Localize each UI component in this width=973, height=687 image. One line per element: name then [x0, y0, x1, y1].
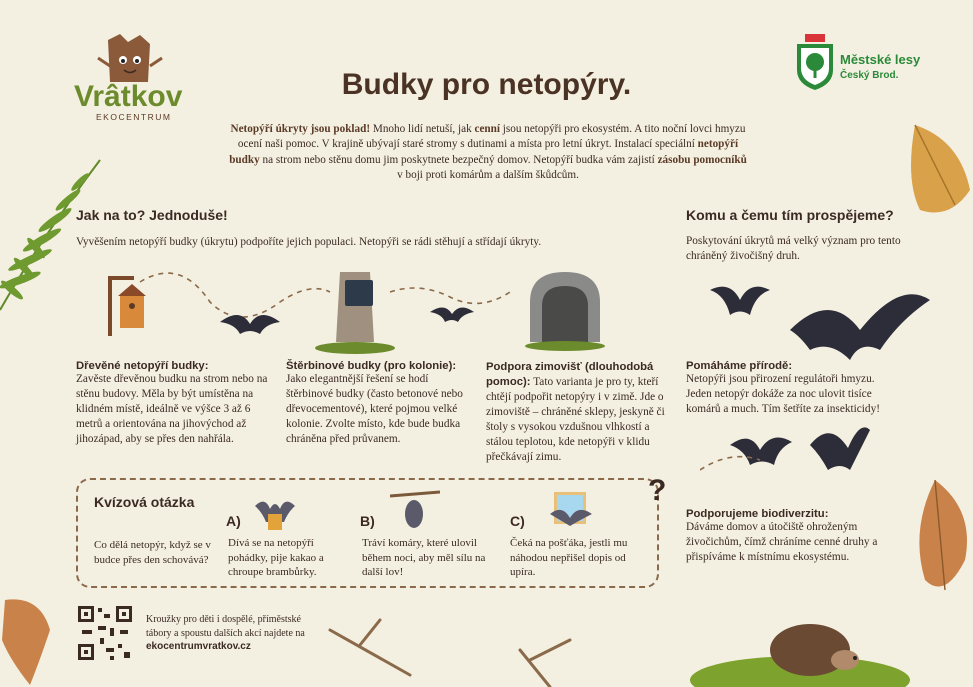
- footer-text: Kroužky pro děti i dospělé, příměstské tábory a spoustu dalších akcí najdete na ekocentrumvratkov.cz: [146, 614, 305, 652]
- logo-subtitle: EKOCENTRUM: [96, 112, 172, 122]
- wooden-box-text: Zavěste dřevěnou budku na strom nebo na stěnu budovy. Měla by být umístěna na klidném místě, ideálně ve výšce 3 až 6 metrů a orientována na jihovýchod až jihozápad, aby se přes den nahřála.: [76, 373, 268, 445]
- logo-wordmark: Vrâtkov: [74, 80, 183, 113]
- slit-box-section: [286, 360, 476, 447]
- illustration-row: [90, 262, 680, 354]
- question-mark-icon: ?: [648, 474, 667, 507]
- slit-box-text: Jako elegantnější řešení se hodí štěrbinové budky (často betonové nebo dřevocementové), které pojmou velké kolonie. Zvolte místo, kde bude budka chráněna před průvanem.: [286, 373, 463, 445]
- quiz-option-a-label: A): [226, 513, 241, 529]
- quiz-option-a-text: Dívá se na netopýří pohádky, pije kakao a chroupe brambůrky.: [228, 537, 324, 578]
- hibernaculum-title: Podpora zimovišť (dlouhodobá pomoc):: [486, 361, 654, 388]
- quiz-title: Kvízová otázka: [94, 494, 195, 510]
- quiz-option-c-text: Čeká na pošťáka, jestli mu náhodou nepřišel dopis od upíra.: [510, 537, 628, 578]
- slit-box-title: Štěrbinové budky (pro kolonie):: [286, 360, 457, 372]
- how-heading: Jak na to? Jednoduše!: [76, 207, 228, 223]
- how-text: Vyvěšením netopýří budky (úkrytu) podpoříte jejich populaci. Netopýři se rádi stěhují a střídají úkryty.: [76, 236, 542, 248]
- biodiversity-title: Podporujeme biodiverzitu:: [686, 508, 829, 520]
- benefit-heading: Komu a čemu tím prospějeme?: [686, 207, 894, 223]
- leaf-decoration-right: [905, 470, 973, 610]
- quiz-question: Co dělá netopýr, když se v budce přes den schovává?: [94, 539, 211, 566]
- nature-help-text: Netopýři jsou přirození regulátoři hmyzu. Jeden netopýr dokáže za noc ulovit tisíce komárů a much. Tím šetříte za insekticidy!: [686, 373, 880, 415]
- bat-hanging-icon: [390, 490, 440, 534]
- tunnel-hibernaculum-icon: [525, 272, 605, 351]
- biodiversity-section: [686, 508, 896, 565]
- qr-code-icon[interactable]: [76, 604, 134, 662]
- quiz-option-b-text: Tráví komáry, které ulovil během noci, aby měl sílu na další lov!: [362, 537, 486, 578]
- nature-help-title: Pomáháme přírodě:: [686, 360, 793, 372]
- page-title: Budky pro netopýry.: [341, 68, 632, 101]
- hedgehog-moss-decoration: [690, 610, 910, 687]
- hibernaculum-text: Tato varianta je pro ty, kteří chtějí podpořit netopýry i v zimě. Jde o zimoviště – chráněné sklepy, jeskyně či štoly s vysokou vzdušnou vlhkostí a stálou teplotou, kde netopýři v klidu přečkávají zimu.: [486, 376, 665, 463]
- bat-popcorn-icon: [250, 494, 300, 532]
- autumn-leaf-decoration: [900, 120, 973, 230]
- wooden-bat-box-icon: [108, 276, 146, 336]
- wooden-box-title: Dřevěné netopýří budky:: [76, 360, 209, 372]
- nature-help-section: [686, 360, 896, 417]
- tree-slit-box-icon: [315, 272, 395, 354]
- biodiversity-text: Dáváme domov a útočiště ohroženým živočichům, čímž chráníme cenné druhy a přispíváme k místnímu ekosystému.: [686, 521, 878, 563]
- bat-window-icon: [548, 490, 594, 530]
- oak-leaf-decoration: [0, 590, 60, 687]
- wooden-box-section: [76, 360, 276, 447]
- partner-city: Český Brod.: [840, 70, 899, 81]
- intro-paragraph: Netopýří úkryty jsou poklad! Mnoho lidí netuší, jak cenní jsou netopýři pro ekosystém. A tito noční lovci hmyzu ocení naši pomoc. V krajině ubývají staré stromy s dutinami a místa pro letní úkryt. Instalací speciální netopýří budky na strom nebo stěnu domu jim poskytnete bezpečný domov. Netopýří budka vám zajistí zásobu pomocníků v boji proti komárům a dalším škůdcům.: [229, 123, 747, 181]
- footer-website-link[interactable]: ekocentrumvratkov.cz: [146, 641, 251, 652]
- quiz-option-b-label: B): [360, 513, 375, 529]
- partner-name: Městské lesy: [840, 52, 921, 67]
- quiz-option-c-label: C): [510, 513, 525, 529]
- benefit-text: Poskytování úkrytů má velký význam pro tento chráněný živočišný druh.: [686, 235, 901, 262]
- hibernaculum-section: [486, 360, 676, 465]
- twig-decoration: [320, 610, 580, 687]
